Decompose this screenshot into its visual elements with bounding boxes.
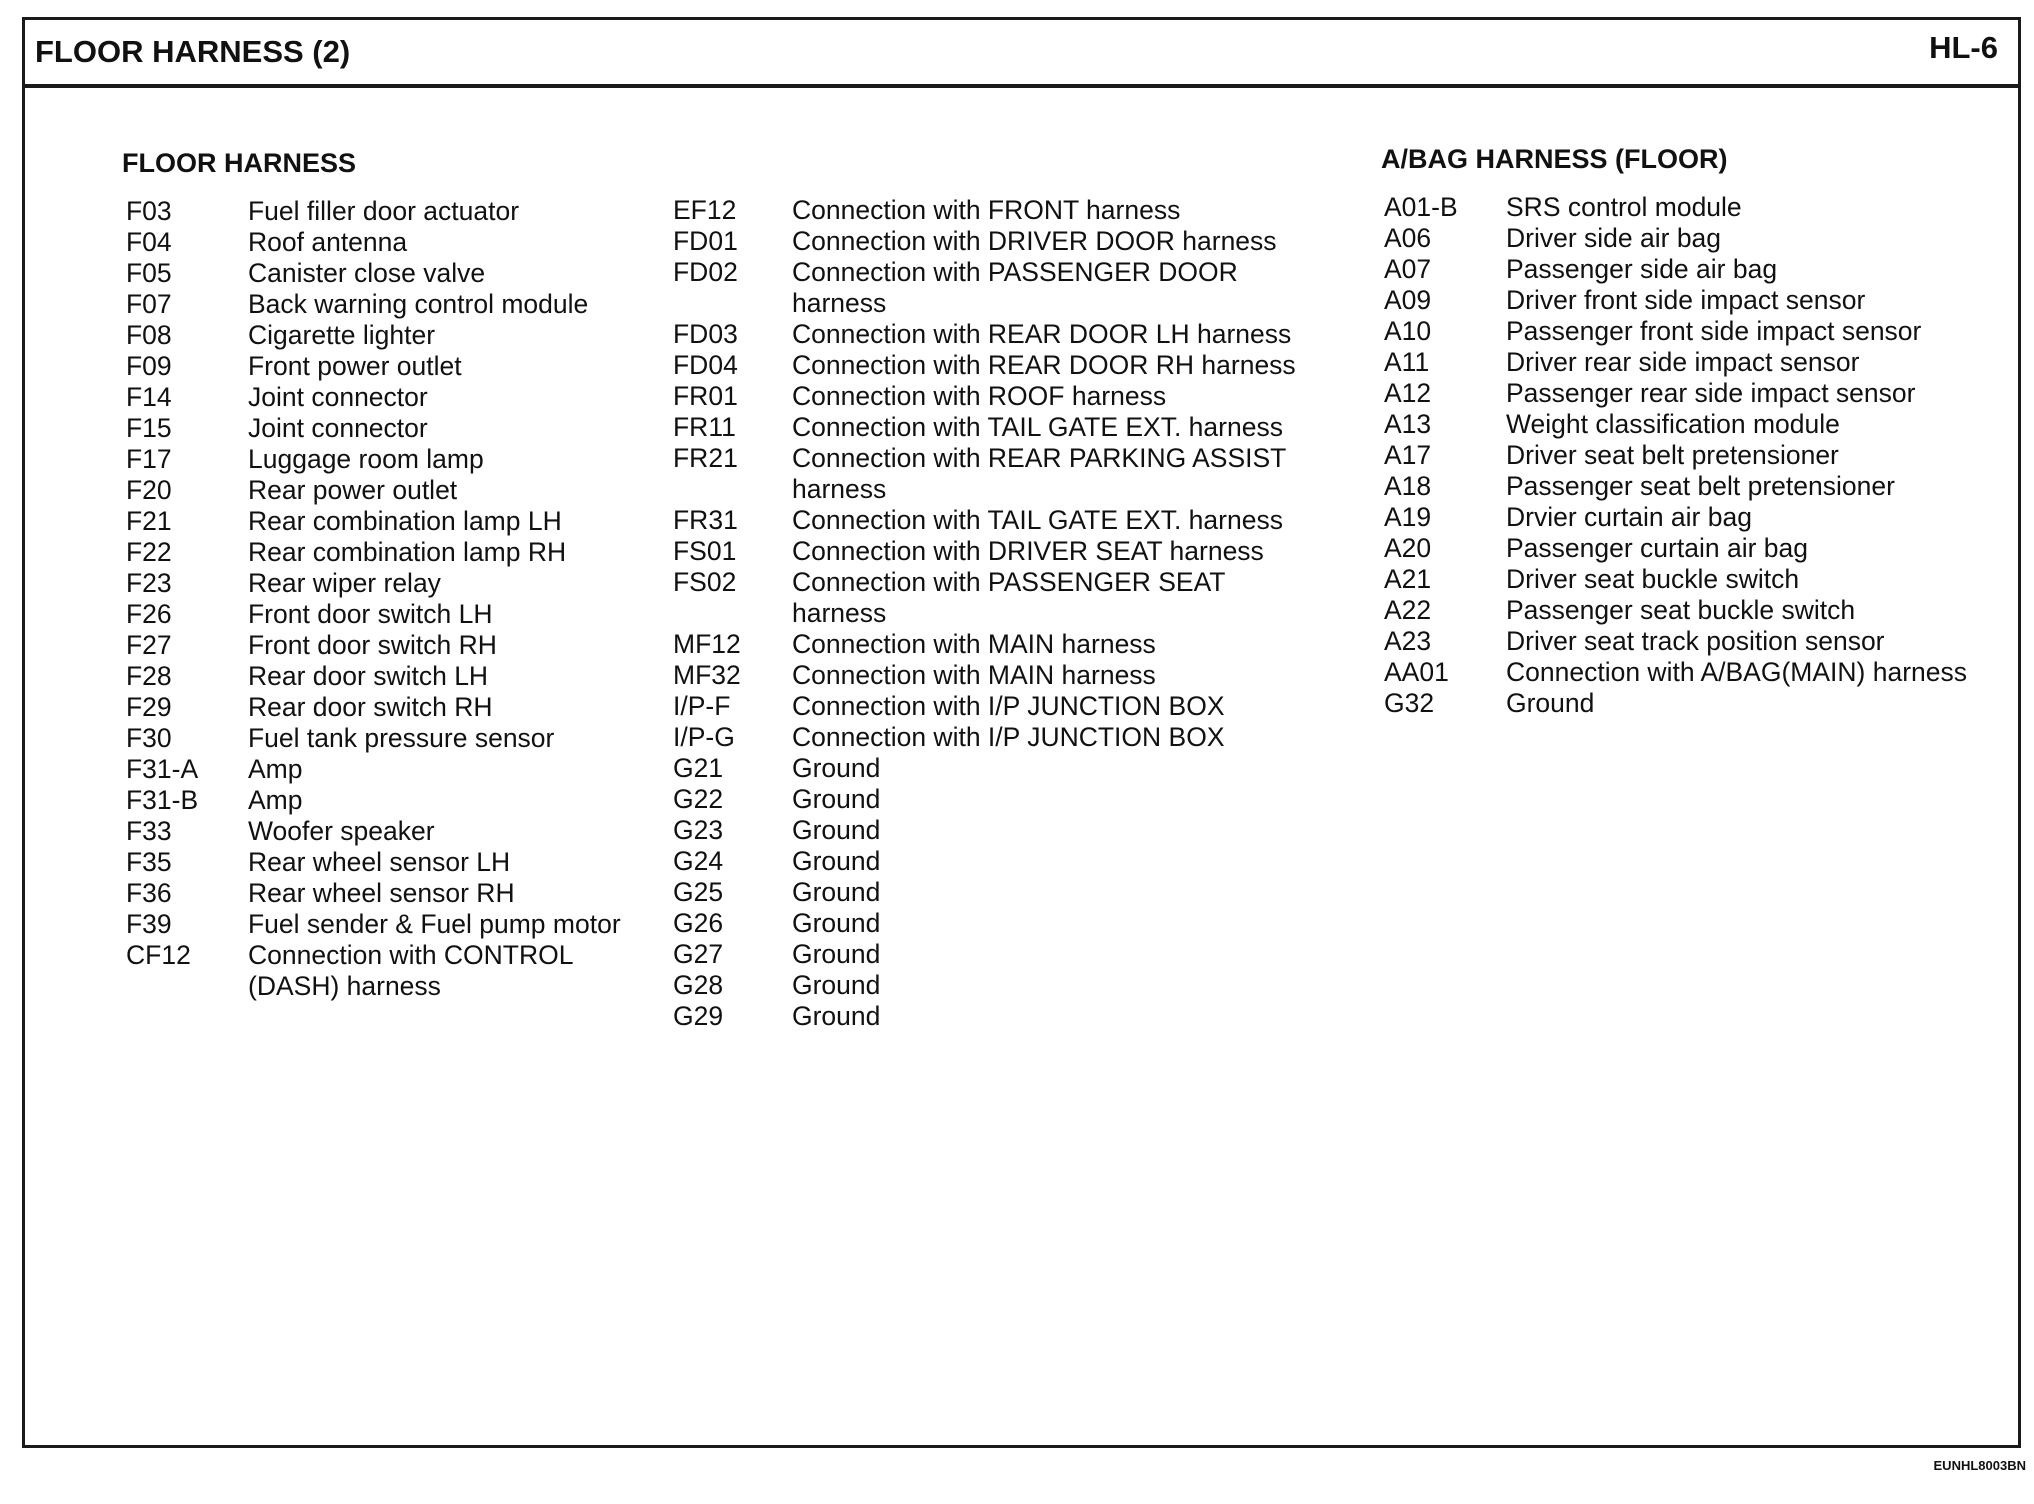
connector-code: G32 [1384,688,1435,718]
connector-row [126,909,621,940]
connector-row [126,506,621,537]
connector-description: Connection with REAR DOOR LH harness [792,319,1292,349]
connector-row [673,939,1296,970]
connector-code: F36 [126,878,172,908]
connector-code: FD02 [673,257,738,287]
connector-code: F21 [126,506,172,536]
connector-code: G21 [673,753,724,783]
connector-code: MF12 [673,629,741,659]
connector-row [126,878,621,909]
connector-description: Back warning control module [248,289,589,319]
connector-row [673,660,1296,691]
connector-description: Rear wheel sensor RH [248,878,515,908]
connector-code: F03 [126,196,172,226]
connector-row [1384,223,1967,254]
connector-row [1384,471,1967,502]
connector-description: Fuel tank pressure sensor [248,723,555,753]
connector-code: FR31 [673,505,738,535]
connector-description: Luggage room lamp [248,444,484,474]
connector-code: MF32 [673,660,741,690]
connector-description: SRS control module [1506,192,1742,222]
connector-description: Front door switch RH [248,630,497,660]
connector-code: F30 [126,723,172,753]
connector-row [673,815,1296,846]
connector-code: F31-B [126,785,199,815]
connector-description: Rear door switch LH [248,661,489,691]
connector-code: G26 [673,908,724,938]
connector-row [673,226,1296,257]
figure-code: EUNHL8003BN [1933,1458,2026,1473]
connector-description: Connection with I/P JUNCTION BOX [792,722,1225,752]
connector-code: F26 [126,599,172,629]
connector-description: Roof antenna [248,227,408,257]
connector-description: Canister close valve [248,258,486,288]
connector-code: CF12 [126,940,191,970]
connector-code: F04 [126,227,172,257]
connector-code: FD03 [673,319,738,349]
connector-row [126,537,621,568]
connector-description: Connection with REAR DOOR RH harness [792,350,1296,380]
connector-row [673,319,1296,350]
connector-description: Driver seat belt pretensioner [1506,440,1839,470]
connector-description: Ground [792,784,881,814]
connector-description: Ground [1506,688,1595,718]
connector-row [126,227,621,258]
connector-description: Rear combination lamp RH [248,537,567,567]
connector-description: Ground [792,1001,881,1031]
connector-description: Connection with REAR PARKING ASSIST harness [792,443,1287,504]
connector-row [126,630,621,661]
connector-row [673,753,1296,784]
connector-description: Cigarette lighter [248,320,436,350]
connector-row [126,754,621,785]
connector-row [1384,347,1967,378]
connector-row [126,785,621,816]
connector-row [126,382,621,413]
connector-row [673,195,1296,226]
connector-code: G29 [673,1001,724,1031]
connector-description: Ground [792,815,881,845]
connector-code: FR01 [673,381,738,411]
connector-description: Rear wiper relay [248,568,441,598]
connector-row [126,289,621,320]
connector-description: Connection with TAIL GATE EXT. harness [792,505,1283,535]
connector-row [1384,440,1967,471]
connector-description: Drvier curtain air bag [1506,502,1752,532]
connector-code: F29 [126,692,172,722]
connector-description: Ground [792,753,881,783]
connector-code: F23 [126,568,172,598]
floor-harness-title: FLOOR HARNESS [122,148,357,178]
connector-row [126,940,621,1002]
connector-row [126,661,621,692]
connector-code: G24 [673,846,724,876]
connector-code: AA01 [1384,657,1449,687]
connector-row [673,784,1296,815]
connector-row [673,970,1296,1001]
connector-row [673,877,1296,908]
connector-row [126,258,621,289]
connector-row [126,723,621,754]
connector-code: FD01 [673,226,738,256]
connector-code: FD04 [673,350,738,380]
connector-code: EF12 [673,195,737,225]
connector-description: Ground [792,908,881,938]
connector-description: Weight classification module [1506,409,1840,439]
connector-description: Front door switch LH [248,599,493,629]
connector-row [126,444,621,475]
connector-row [126,196,621,227]
connector-code: F05 [126,258,172,288]
connector-code: A12 [1384,378,1432,408]
floor-harness-list-1 [126,196,621,1002]
connector-row [1384,626,1967,657]
connector-row [673,846,1296,877]
connector-row [673,908,1296,939]
connector-description: Connection with MAIN harness [792,660,1156,690]
connector-code: A11 [1384,347,1430,377]
connector-code: I/P-F [673,691,731,721]
connector-description: Driver seat track position sensor [1506,626,1885,656]
connector-code: A06 [1384,223,1432,253]
connector-row [126,816,621,847]
connector-description: Rear door switch RH [248,692,493,722]
connector-row [1384,564,1967,595]
connector-code: F15 [126,413,172,443]
connector-description: Passenger rear side impact sensor [1506,378,1916,408]
connector-description: Woofer speaker [248,816,435,846]
connector-code: FR21 [673,443,738,473]
connector-description: Driver side air bag [1506,223,1722,253]
connector-description: Front power outlet [248,351,462,381]
connector-description: Connection with PASSENGER DOOR harness [792,257,1238,318]
connector-description: Passenger curtain air bag [1506,533,1808,563]
connector-row [126,320,621,351]
connector-code: A23 [1384,626,1432,656]
connector-row [673,443,1296,505]
connector-row [673,629,1296,660]
connector-row [1384,316,1967,347]
connector-row [673,1001,1296,1032]
connector-code: A09 [1384,285,1432,315]
connector-row [673,412,1296,443]
connector-description: Rear combination lamp LH [248,506,562,536]
connector-code: F08 [126,320,172,350]
connector-code: G22 [673,784,724,814]
connector-row [1384,688,1967,719]
connector-row [1384,533,1967,564]
connector-code: F07 [126,289,172,319]
abag-harness-list [1384,192,1967,719]
connector-row [126,475,621,506]
connector-description: Connection with DRIVER DOOR harness [792,226,1277,256]
connector-row [673,257,1296,319]
connector-row [1384,192,1967,223]
connector-row [1384,378,1967,409]
connector-code: F35 [126,847,172,877]
connector-description: Driver seat buckle switch [1506,564,1800,594]
connector-description: Fuel filler door actuator [248,196,520,226]
connector-code: F17 [126,444,172,474]
connector-code: G25 [673,877,724,907]
connector-description: Driver rear side impact sensor [1506,347,1860,377]
connector-code: A21 [1384,564,1432,594]
connector-code: F09 [126,351,172,381]
page-code: HL-6 [1929,30,1998,65]
connector-code: F39 [126,909,172,939]
connector-description: Connection with PASSENGER SEAT harness [792,567,1226,628]
connector-row [673,381,1296,412]
connector-row [673,536,1296,567]
connector-row [673,567,1296,629]
connector-code: A20 [1384,533,1432,563]
connector-description: Passenger front side impact sensor [1506,316,1922,346]
connector-description: Ground [792,877,881,907]
connector-description: Driver front side impact sensor [1506,285,1866,315]
connector-description: Connection with A/BAG(MAIN) harness [1506,657,1967,687]
floor-harness-list-2 [673,195,1296,1032]
connector-description: Connection with I/P JUNCTION BOX [792,691,1225,721]
connector-code: A18 [1384,471,1432,501]
connector-code: G23 [673,815,724,845]
connector-row [1384,409,1967,440]
connector-row [126,351,621,382]
connector-description: Joint connector [248,413,428,443]
connector-code: A19 [1384,502,1432,532]
connector-row [126,568,621,599]
connector-code: G27 [673,939,724,969]
connector-description: Rear power outlet [248,475,458,505]
connector-row [1384,285,1967,316]
connector-code: F27 [126,630,172,660]
connector-row [673,722,1296,753]
connector-description: Connection with TAIL GATE EXT. harness [792,412,1283,442]
connector-code: F33 [126,816,172,846]
connector-description: Amp [248,785,303,815]
connector-code: FS01 [673,536,737,566]
connector-row [126,599,621,630]
page-title: FLOOR HARNESS (2) [35,34,351,69]
connector-description: Connection with CONTROL (DASH) harness [248,940,574,1001]
connector-description: Connection with FRONT harness [792,195,1181,225]
connector-row [1384,502,1967,533]
connector-description: Ground [792,939,881,969]
connector-code: G28 [673,970,724,1000]
connector-row [1384,595,1967,626]
connector-row [1384,657,1967,688]
connector-description: Ground [792,846,881,876]
connector-description: Passenger seat belt pretensioner [1506,471,1895,501]
connector-description: Passenger seat buckle switch [1506,595,1856,625]
connector-code: F14 [126,382,172,412]
connector-code: F28 [126,661,172,691]
connector-row [673,691,1296,722]
connector-description: Connection with MAIN harness [792,629,1156,659]
connector-row [126,847,621,878]
connector-code: F22 [126,537,172,567]
connector-description: Rear wheel sensor LH [248,847,511,877]
connector-code: A01-B [1384,192,1458,222]
connector-row [673,505,1296,536]
connector-code: FS02 [673,567,737,597]
connector-row [1384,254,1967,285]
connector-code: FR11 [673,412,736,442]
connector-description: Connection with DRIVER SEAT harness [792,536,1264,566]
connector-row [126,413,621,444]
connector-description: Joint connector [248,382,428,412]
connector-code: A17 [1384,440,1432,470]
connector-description: Ground [792,970,881,1000]
connector-code: F31-A [126,754,199,784]
header-bar [25,20,2018,88]
connector-row [673,350,1296,381]
connector-description: Amp [248,754,303,784]
connector-code: I/P-G [673,722,735,752]
connector-code: A07 [1384,254,1432,284]
connector-row [126,692,621,723]
connector-code: F20 [126,475,172,505]
abag-harness-title: A/BAG HARNESS (FLOOR) [1381,144,1728,174]
connector-code: A22 [1384,595,1432,625]
connector-description: Passenger side air bag [1506,254,1778,284]
connector-code: A13 [1384,409,1432,439]
connector-description: Fuel sender & Fuel pump motor [248,909,621,939]
connector-description: Connection with ROOF harness [792,381,1167,411]
connector-code: A10 [1384,316,1432,346]
